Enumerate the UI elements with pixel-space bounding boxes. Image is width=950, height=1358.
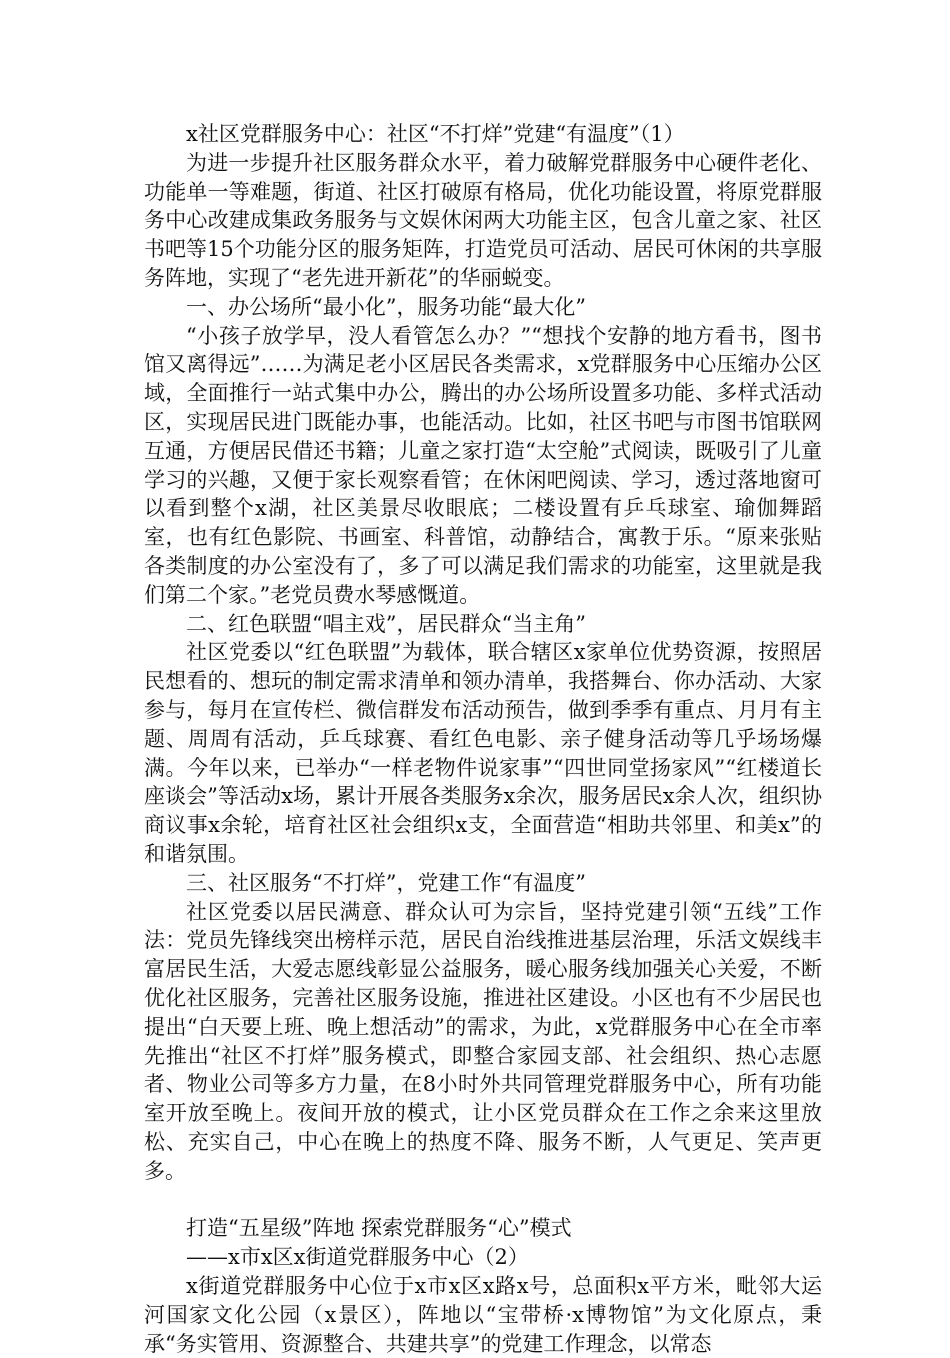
section2-body: 社区党委以“红色联盟”为载体，联合辖区x家单位优势资源，按照居民想看的、想玩的制定需求清单和领办清单，我搭舞台、你办活动、大家参与，每月在宣传栏、微信群发布活动预告，做到季季有重点、月月有主题、周周有活动，乒乓球赛、看红色电影、亲子健身活动等几乎场场爆满。今年以来，已举办“一样老物件说家事”“四世同堂扬家风”“红楼道长座谈会”等活动x场，累计开展各类服务x余次，服务居民x余人次，组织协商议事x余轮，培育社区社会组织x支，全面营造“相助共邻里、和美x”的和谐氛围。 bbox=[144, 640, 822, 866]
article2-intro: x街道党群服务中心位于x市x区x路x号，总面积x平方米，毗邻大运河国家文化公园（x景区），阵地以“宝带桥·x博物馆”为文化原点，秉承“务实管用、资源整合、共建共享”的党建工作理念，以常态 bbox=[144, 1274, 822, 1356]
section1-body: “小孩子放学早，没人看管怎么办？”“想找个安静的地方看书，图书馆又离得远”……为满足老小区居民各类需求，x党群服务中心压缩办公区域，全面推行一站式集中办公，腾出的办公场所设置多功能、多样式活动区，实现居民进门既能办事，也能活动。比如，社区书吧与市图书馆联网互通，方便居民借还书籍；儿童之家打造“太空舱”式阅读，既吸引了儿童学习的兴趣，又便于家长观察看管；在休闲吧阅读、学习，透过落地窗可以看到整个x湖，社区美景尽收眼底；二楼设置有乒乓球室、瑜伽舞蹈室，也有红色影院、书画室、科普馆，动静结合，寓教于乐。“原来张贴各类制度的办公室没有了，多了可以满足我们需求的功能室，这里就是我们第二个家。”老党员费水琴感慨道。 bbox=[144, 323, 822, 607]
document-body bbox=[144, 120, 822, 1358]
article2-title: 打造“五星级”阵地 探索党群服务“心”模式 bbox=[186, 1216, 572, 1241]
section1-heading: 一、办公场所“最小化”，服务功能“最大化” bbox=[186, 294, 586, 319]
article2-subtitle: ——x市x区x街道党群服务中心（2） bbox=[186, 1245, 529, 1270]
paragraph-gap bbox=[144, 1185, 822, 1214]
article1-intro: 为进一步提升社区服务群众水平，着力破解党群服务中心硬件老化、功能单一等难题，街道、社区打破原有格局，优化功能设置，将原党群服务中心改建成集政务服务与文娱休闲两大功能主区，包含儿童之家、社区书吧等15个功能分区的服务矩阵，打造党员可活动、居民可休闲的共享服务阵地，实现了“老先进开新花”的华丽蜕变。 bbox=[144, 150, 822, 290]
section2-heading: 二、红色联盟“唱主戏”，居民群众“当主角” bbox=[186, 611, 586, 636]
section3-heading: 三、社区服务“不打烊”，党建工作“有温度” bbox=[186, 870, 586, 895]
article1-title: x社区党群服务中心：社区“不打烊”党建“有温度”（1） bbox=[186, 122, 685, 146]
section3-body: 社区党委以居民满意、群众认可为宗旨，坚持党建引领“五线”工作法：党员先锋线突出榜样示范，居民自治线推进基层治理，乐活文娱线丰富居民生活，大爱志愿线彰显公益服务，暖心服务线加强关心关爱，不断优化社区服务，完善社区服务设施，推进社区建设。小区也有不少居民也提出“白天要上班、晚上想活动”的需求，为此，x党群服务中心在全市率先推出“社区不打烊”服务模式，即整合家园支部、社会组织、热心志愿者、物业公司等多方力量，在8小时外共同管理党群服务中心，所有功能室开放至晚上。夜间开放的模式，让小区党员群众在工作之余来这里放松、充实自己，中心在晚上的热度不降、服务不断，人气更足、笑声更多。 bbox=[144, 899, 822, 1183]
